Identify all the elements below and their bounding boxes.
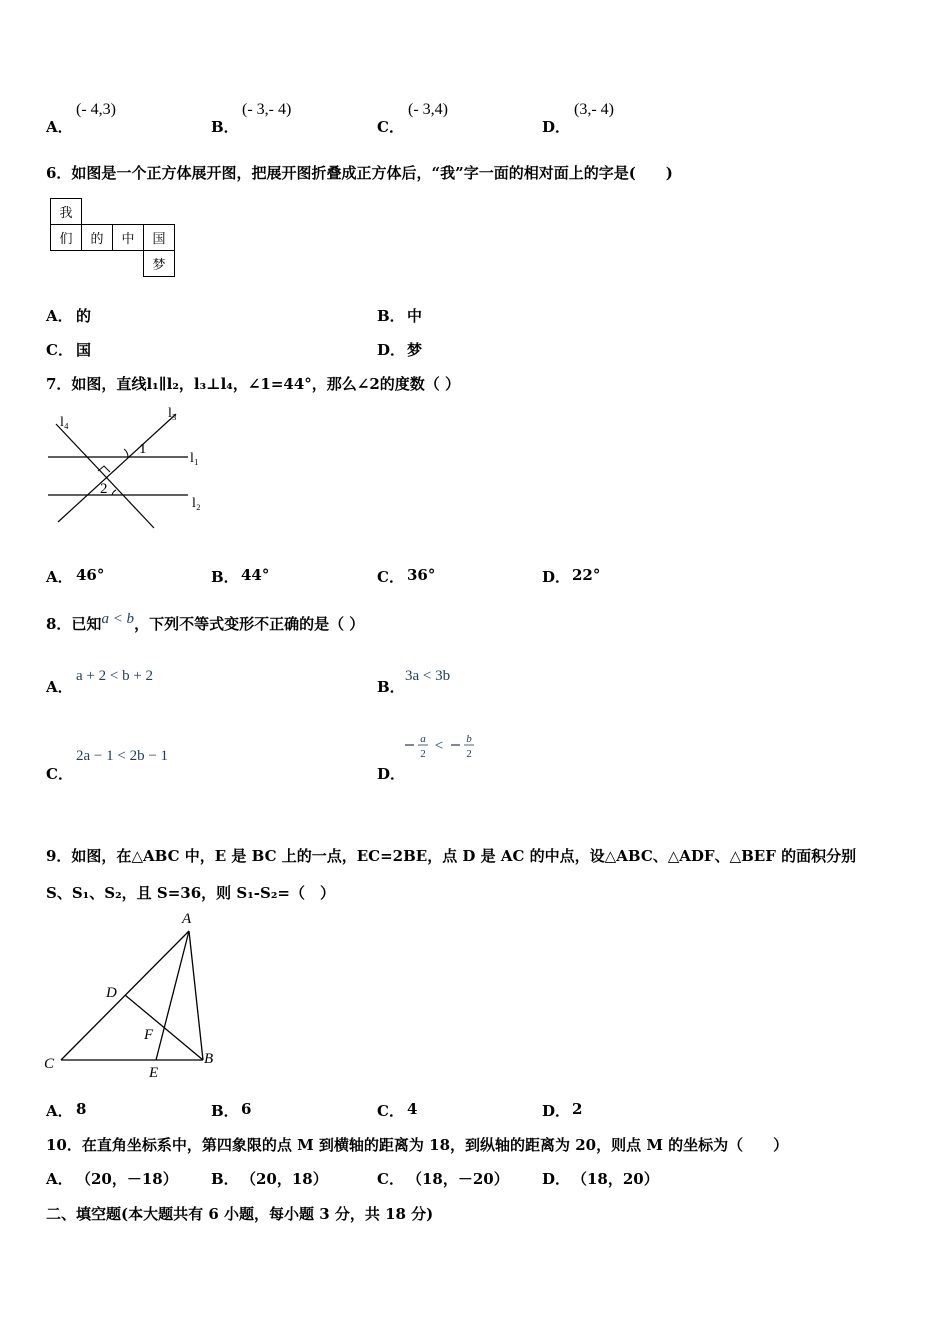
- q5-option-d-label: D．: [542, 118, 571, 136]
- q9-option-a-value: 8: [76, 1100, 87, 1118]
- q10-option-d-label: D．: [542, 1170, 571, 1188]
- q7-option-c-label: C．: [377, 568, 404, 586]
- line-l3: [58, 414, 176, 522]
- q7-figure: [40, 400, 220, 535]
- q10-option-c-label: C．: [377, 1170, 404, 1188]
- q8-option-c-label: C．: [46, 765, 73, 783]
- angle-1-arc: [124, 449, 128, 457]
- label-E: E: [149, 1065, 159, 1081]
- q8-stem-math: a < b: [101, 611, 135, 627]
- q5-option-a-value: (- 4,3): [76, 101, 116, 118]
- q8-stem-post: ，下列不等式变形不正确的是（ ）: [134, 615, 365, 633]
- net-cell-wo: 我: [51, 199, 82, 225]
- q8-stem-pre: 8．已知: [46, 615, 102, 633]
- q7-option-c-value: 36°: [407, 566, 436, 584]
- q6-option-a-value: 的: [76, 307, 92, 325]
- net-cell-zhong: 中: [113, 225, 144, 251]
- net-cell-de: 的: [82, 225, 113, 251]
- net-cell-men: 们: [51, 225, 82, 251]
- q6-option-d-label: D．: [377, 341, 406, 359]
- label-A: A: [182, 911, 192, 927]
- q9-option-d-label: D．: [542, 1102, 571, 1120]
- q8-option-c-value: 2a − 1 < 2b − 1: [76, 748, 169, 764]
- q9-stem-line1: 9．如图，在△ABC 中，E 是 BC 上的一点，EC=2BE，点 D 是 AC 的中点，设△ABC、△ADF、△BEF 的面积分别: [46, 847, 857, 865]
- label-angle-1: 1: [139, 441, 147, 457]
- q6-stem: 6．如图是一个正方体展开图，把展开图折叠成正方体后，“我”字一面的相对面上的字是( ): [46, 164, 673, 182]
- side-ab: [189, 931, 203, 1060]
- angle-2-arc: [112, 490, 116, 495]
- q7-option-b-label: B．: [211, 568, 239, 586]
- label-F: F: [144, 1027, 154, 1043]
- label-l4: l₄: [60, 415, 69, 430]
- q9-option-b-label: B．: [211, 1102, 239, 1120]
- q10-stem: 10．在直角坐标系中，第四象限的点 M 到横轴的距离为 18，到纵轴的距离为 20，则点 M 的坐标为（ ）: [46, 1136, 789, 1154]
- line-l4: [56, 424, 154, 528]
- q7-option-d-value: 22°: [572, 566, 601, 584]
- q6-option-b-label: B．: [377, 307, 405, 325]
- label-angle-2: 2: [100, 481, 108, 497]
- section-2-title: 二、填空题(本大题共有 6 小题，每小题 3 分，共 18 分): [46, 1205, 434, 1223]
- q9-option-a-label: A．: [46, 1102, 73, 1120]
- frac2-num: b: [466, 733, 472, 745]
- label-l1: l₁: [190, 451, 199, 466]
- q9-option-c-label: C．: [377, 1102, 404, 1120]
- q9-option-d-value: 2: [572, 1100, 583, 1118]
- q5-option-c-value: (- 3,4): [408, 101, 448, 118]
- q5-option-a-label: A．: [46, 118, 73, 136]
- label-l2: l₂: [192, 496, 201, 511]
- q7-option-b-value: 44°: [241, 566, 270, 584]
- q5-option-b-value: (- 3,- 4): [242, 101, 292, 118]
- q8-option-d-label: D．: [377, 765, 406, 783]
- q6-cube-net: [50, 198, 175, 277]
- q10-option-b-label: B．: [211, 1170, 239, 1188]
- q5-option-c-label: C．: [377, 118, 404, 136]
- q8-option-a-value: a + 2 < b + 2: [76, 668, 154, 684]
- label-B: B: [204, 1051, 214, 1067]
- q7-option-a-value: 46°: [76, 566, 105, 584]
- q7-stem: 7．如图，直线l₁∥l₂，l₃⊥l₄，∠1=44°，那么∠2的度数（ ）: [46, 375, 461, 393]
- q10-option-c-value: （18，－20）: [407, 1170, 509, 1188]
- q5-option-b-label: B．: [211, 118, 239, 136]
- q6-option-d-value: 梦: [407, 341, 423, 359]
- q9-option-c-value: 4: [407, 1100, 418, 1118]
- q6-option-a-label: A．: [46, 307, 73, 325]
- net-cell-guo: 国: [144, 225, 175, 251]
- q8-stem: [46, 613, 364, 634]
- q8-option-b-value: 3a < 3b: [405, 668, 451, 684]
- q5-option-d-value: (3,- 4): [574, 101, 614, 118]
- q6-option-c-label: C．: [46, 341, 73, 359]
- q7-option-d-label: D．: [542, 568, 571, 586]
- svg-text:<: <: [434, 738, 444, 754]
- q8-option-d-value: [402, 730, 482, 766]
- q10-option-d-value: （18，20）: [572, 1170, 659, 1188]
- q7-option-a-label: A．: [46, 568, 73, 586]
- q9-stem-line2: S、S₁、S₂，且 S=36，则 S₁-S₂=（ ）: [46, 884, 335, 902]
- label-l3: l₃: [168, 406, 177, 421]
- net-cell-meng: 梦: [144, 251, 175, 277]
- frac1-den: 2: [420, 748, 426, 760]
- segment-db: [125, 995, 203, 1060]
- label-C: C: [44, 1056, 55, 1072]
- q9-triangle-figure: [38, 905, 228, 1085]
- q10-option-a-label: A．: [46, 1170, 73, 1188]
- label-D: D: [106, 985, 117, 1001]
- q8-option-a-label: A．: [46, 678, 73, 696]
- frac1-num: a: [420, 733, 426, 745]
- segment-ae: [156, 931, 189, 1060]
- q9-option-b-value: 6: [241, 1100, 252, 1118]
- q10-option-b-value: （20，18）: [241, 1170, 328, 1188]
- q6-option-c-value: 国: [76, 341, 92, 359]
- q8-option-b-label: B．: [377, 678, 405, 696]
- q6-option-b-value: 中: [407, 307, 423, 325]
- q10-option-a-value: （20，－18）: [76, 1170, 178, 1188]
- frac2-den: 2: [466, 748, 472, 760]
